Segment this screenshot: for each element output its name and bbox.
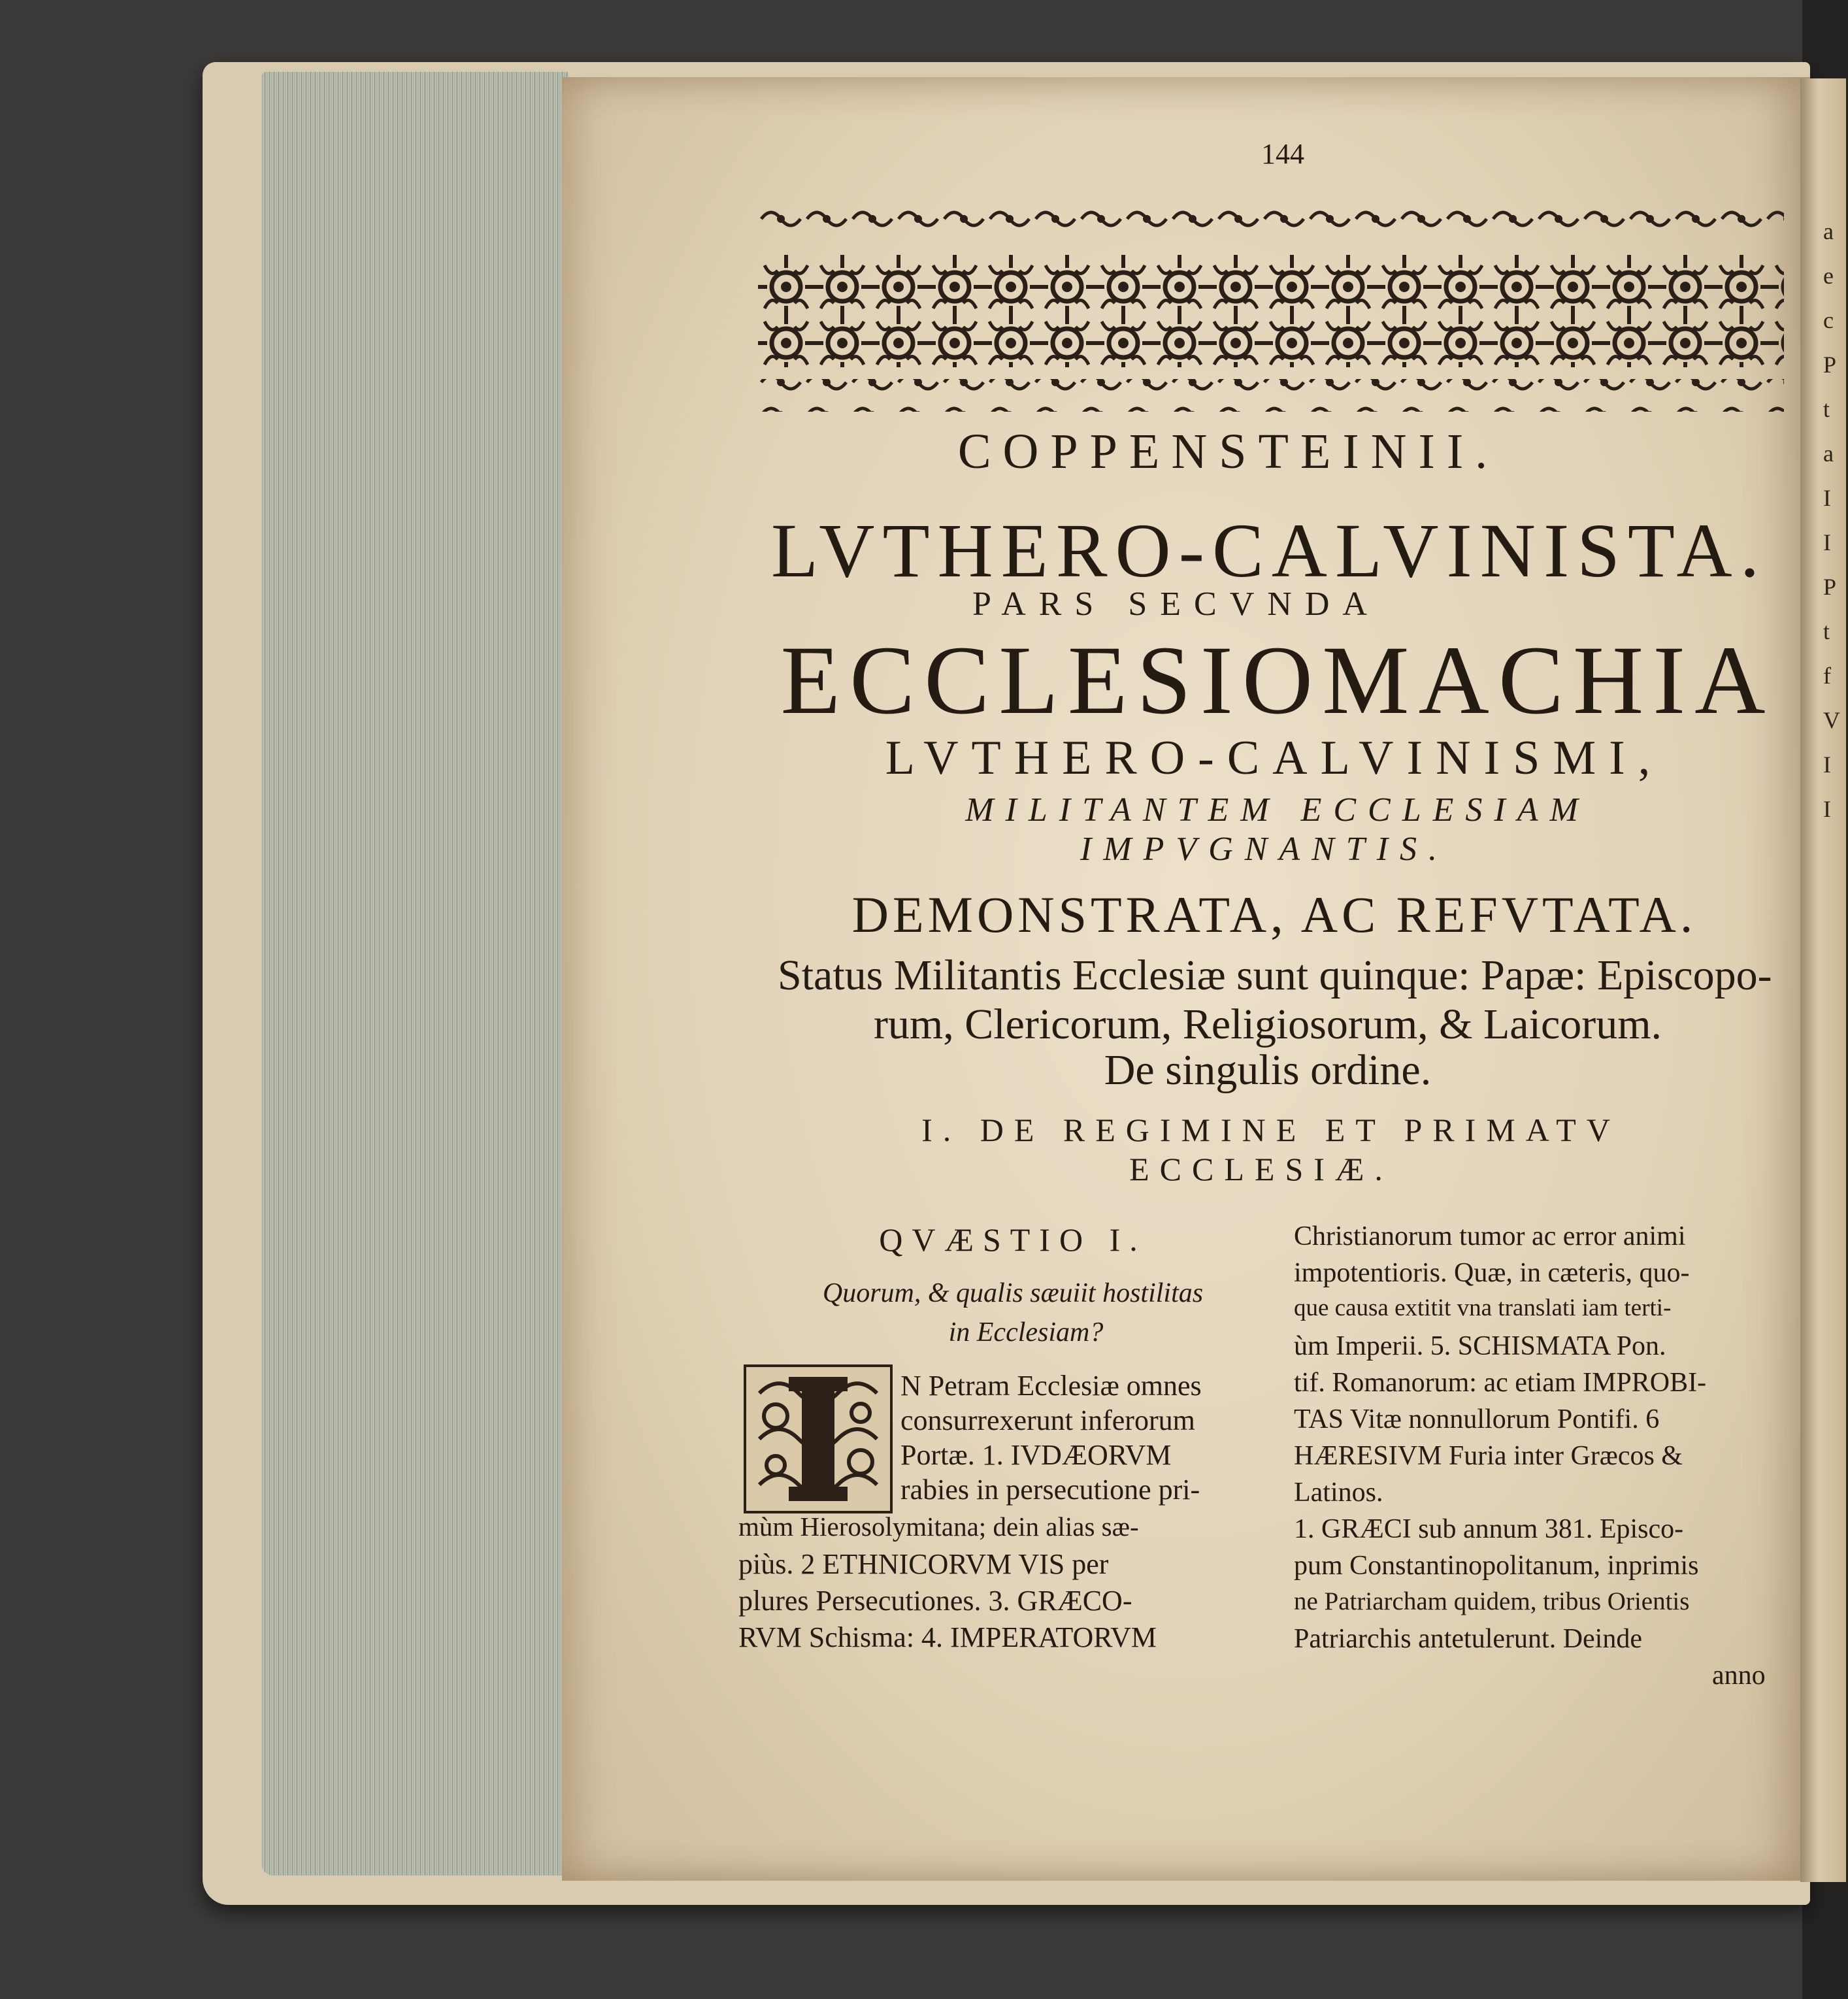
facing-page-letter: f bbox=[1823, 663, 1831, 689]
facing-page-letter: I bbox=[1823, 529, 1831, 555]
left-column-line: Portæ. 1. IVDÆORVM bbox=[900, 1439, 1172, 1471]
part-line: PARS SECVNDA bbox=[972, 586, 1380, 623]
status-line-3: De singulis ordine. bbox=[1104, 1046, 1432, 1094]
author-line: COPPENSTEINII. bbox=[957, 424, 1500, 479]
right-column-line: pum Constantinopolitanum, inprimis bbox=[1294, 1551, 1699, 1581]
left-column-line: N Petram Ecclesiæ omnes bbox=[900, 1370, 1202, 1402]
facing-page-letters bbox=[1823, 209, 1848, 831]
right-column-line: que causa extitit vna translati iam terti- bbox=[1294, 1295, 1672, 1321]
left-column-line: plures Persecutiones. 3. GRÆCO- bbox=[738, 1585, 1132, 1617]
status-line-1: Status Militantis Ecclesiæ sunt quinque: Papæ: Episcopo- bbox=[778, 951, 1772, 999]
facing-page-letter: a bbox=[1823, 440, 1834, 467]
left-column-line: RVM Schisma: 4. IMPERATORVM bbox=[738, 1621, 1157, 1653]
facing-page-letter: I bbox=[1823, 752, 1831, 778]
page-edges bbox=[261, 72, 569, 1875]
right-column-line: Latinos. bbox=[1294, 1478, 1383, 1508]
facing-page-letter: P bbox=[1823, 574, 1837, 600]
left-column-line: mùm Hierosolymitana; dein alias sæ- bbox=[738, 1512, 1139, 1542]
right-column-line: impotentioris. Quæ, in cæteris, quo- bbox=[1294, 1258, 1690, 1288]
ornament-band bbox=[758, 203, 1784, 418]
question-heading: QVÆSTIO I. bbox=[879, 1221, 1147, 1258]
question-subtitle-1: Quorum, & qualis sæuiit hostilitas bbox=[822, 1278, 1204, 1308]
question-subtitle-2: in Ecclesiam? bbox=[948, 1317, 1104, 1347]
facing-page-letter: I bbox=[1823, 796, 1831, 822]
right-column-line: HÆRESIVM Furia inter Græcos & bbox=[1294, 1441, 1683, 1471]
militant-line-1: MILITANTEM ECCLESIAM bbox=[965, 791, 1590, 829]
dropcap-initial bbox=[744, 1364, 893, 1513]
militant-line-2: IMPVGNANTIS. bbox=[1080, 831, 1449, 868]
facing-page-letter: V bbox=[1823, 707, 1840, 733]
facing-page-letter: I bbox=[1823, 485, 1831, 511]
right-column-line: tif. Romanorum: ac etiam IMPROBI- bbox=[1294, 1368, 1707, 1398]
demonstrated-line: DEMONSTRATA, AC REFVTATA. bbox=[851, 886, 1697, 943]
left-column-line: piùs. 2 ETHNICORVM VIS per bbox=[738, 1548, 1109, 1580]
facing-page-letter: c bbox=[1823, 307, 1834, 333]
facing-page-letter: P bbox=[1823, 352, 1837, 378]
subject-heading: ECCLESIOMACHIA bbox=[780, 626, 1775, 735]
section-heading-1: I. DE REGIMINE ET PRIMATV bbox=[921, 1112, 1621, 1148]
facing-page-letter: t bbox=[1823, 396, 1830, 422]
right-column-line: 1. GRÆCI sub annum 381. Episco- bbox=[1294, 1514, 1684, 1544]
facing-page-letter: t bbox=[1823, 618, 1830, 644]
right-column-line: ùm Imperii. 5. SCHISMATA Pon. bbox=[1294, 1331, 1666, 1361]
right-column-line: Patriarchis antetulerunt. Deinde bbox=[1294, 1624, 1642, 1654]
right-column-line: ne Patriarcham quidem, tribus Orientis bbox=[1294, 1587, 1690, 1615]
page-number: 144 bbox=[1261, 138, 1304, 170]
facing-page-letter: e bbox=[1823, 263, 1834, 289]
section-heading-2: ECCLESIÆ. bbox=[1129, 1151, 1393, 1187]
subject-of-line: LVTHERO-CALVINISMI, bbox=[885, 731, 1664, 785]
right-column-line: anno bbox=[1712, 1660, 1766, 1691]
left-column-line: rabies in persecutione pri- bbox=[900, 1474, 1200, 1506]
right-column-line: TAS Vitæ nonnullorum Pontifi. 6 bbox=[1294, 1404, 1660, 1434]
left-column-line: consurrexerunt inferorum bbox=[900, 1404, 1195, 1436]
book-title: LVTHERO-CALVINISTA. bbox=[771, 508, 1768, 593]
facing-page-letter: a bbox=[1823, 218, 1834, 244]
right-column-line: Christianorum tumor ac error animi bbox=[1294, 1221, 1686, 1251]
status-line-2: rum, Clericorum, Religiosorum, & Laicorum. bbox=[873, 1000, 1662, 1048]
